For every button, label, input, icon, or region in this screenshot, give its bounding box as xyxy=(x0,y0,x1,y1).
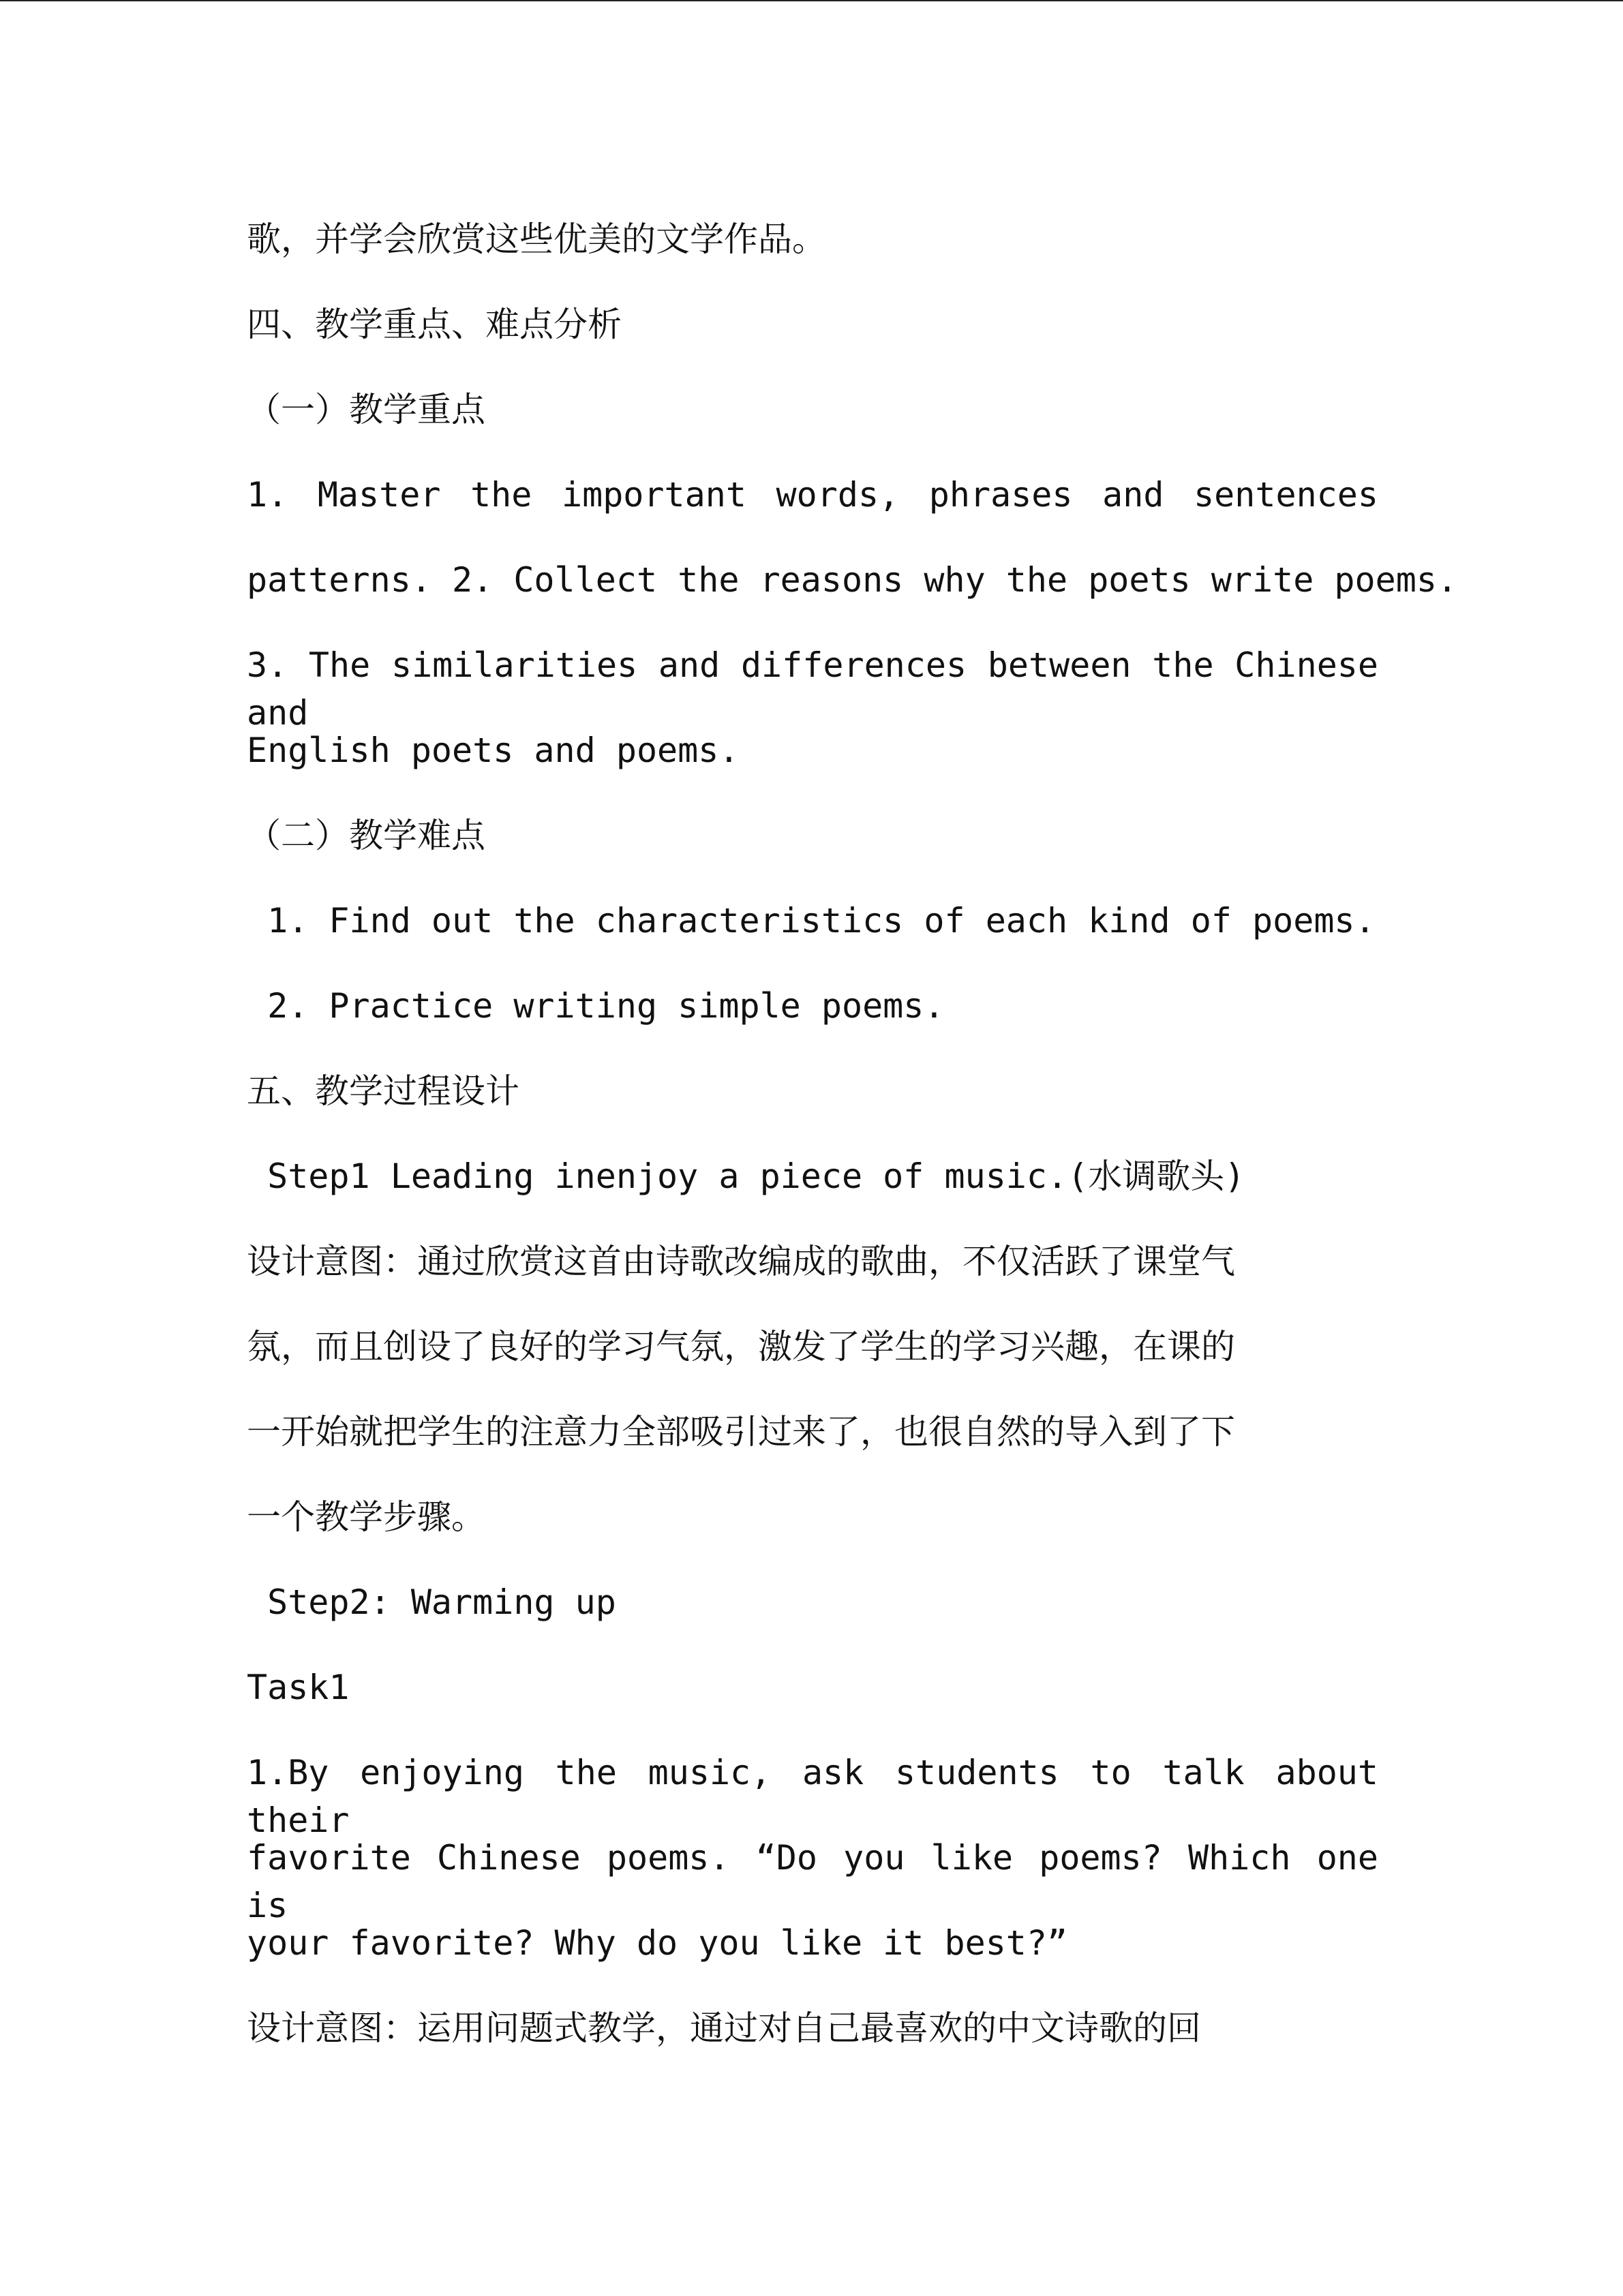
section-heading: 四、教学重点、难点分析 xyxy=(247,305,622,344)
paragraph-line: 歌，并学会欣赏这些优美的文学作品。 xyxy=(247,219,826,259)
paragraph-line: 3. The similarities and differences between the Chinese and xyxy=(247,645,1378,733)
subsection-heading: （二）教学难点 xyxy=(247,816,485,855)
step-heading: Step1 Leading inenjoy a piece of music.(水调歌头) xyxy=(247,1157,1245,1196)
paragraph-line: 一开始就把学生的注意力全部吸引过来了，也很自然的导入到了下 xyxy=(247,1412,1235,1452)
task-heading: Task1 xyxy=(247,1668,350,1707)
paragraph-line: patterns. 2. Collect the reasons why the poets write poems. xyxy=(247,560,1458,600)
subsection-heading: （一）教学重点 xyxy=(247,390,485,429)
list-item: 1. Find out the characteristics of each kind of poems. xyxy=(247,901,1376,940)
paragraph-line: English poets and poems. xyxy=(247,731,740,770)
paragraph-line: 氛，而且创设了良好的学习气氛，激发了学生的学习兴趣，在课的 xyxy=(247,1327,1235,1366)
step-heading: Step2: Warming up xyxy=(247,1582,616,1622)
paragraph-line: 1.By enjoying the music, ask students to talk about their xyxy=(247,1753,1378,1840)
paragraph-line: 设计意图：运用问题式教学，通过对自己最喜欢的中文诗歌的回 xyxy=(247,2008,1201,2048)
paragraph-line: your favorite? Why do you like it best?” xyxy=(247,1923,1068,1963)
paragraph-line: 一个教学步骤。 xyxy=(247,1497,485,1537)
paragraph-line: 1. Master the important words, phrases and sentences xyxy=(247,475,1378,515)
paragraph-line: favorite Chinese poems. “Do you like poems? Which one is xyxy=(247,1838,1378,1925)
paragraph-line: 设计意图：通过欣赏这首由诗歌改编成的歌曲，不仅活跃了课堂气 xyxy=(247,1242,1235,1281)
list-item: 2. Practice writing simple poems. xyxy=(247,986,945,1026)
section-heading: 五、教学过程设计 xyxy=(247,1071,519,1111)
